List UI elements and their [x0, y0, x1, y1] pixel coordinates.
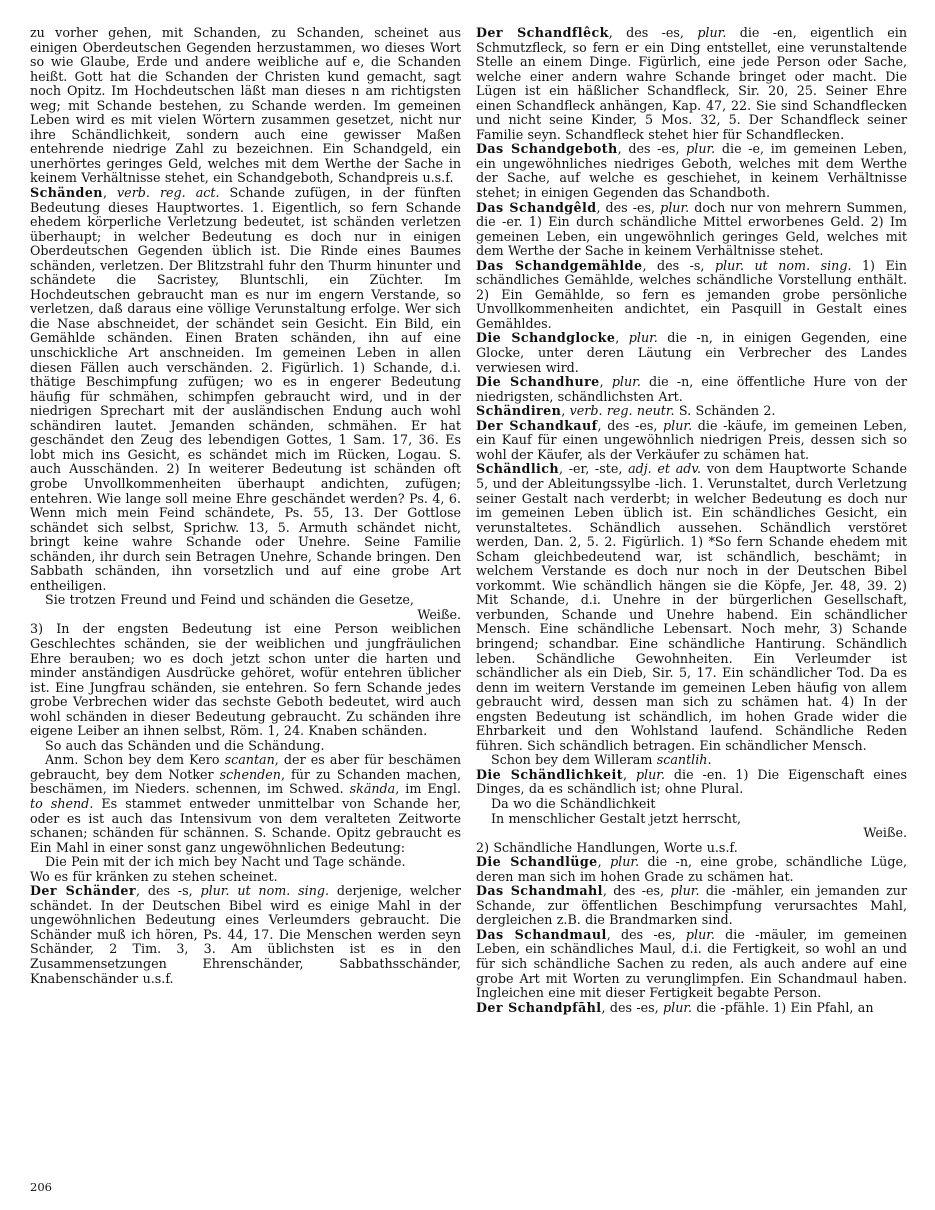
grammar-label: to shend [30, 795, 90, 811]
text-run: Anm. Schon bey dem Kero [45, 752, 225, 768]
grammar-label: plur. [663, 999, 693, 1015]
text-run: . Es stammet entweder unmittelbar von Schande her, oder es ist auch das Intensivum von dem veralteten Zeitworte schanen; schänden für schännen. S. Schande. Opitz gebraucht es Ein Mahl in einer sonst ganz ungewöhnlichen Bedeutung: [30, 795, 461, 855]
left-column [30, 26, 461, 1015]
text-run: von dem Hauptworte Schande 5, und der Ableitungssylbe -lich. 1. Verunstaltet, durch Verletzung seiner Gestalt nach verderbt; in welcher Bedeutung es doch nur im gemeinen Leben üblich ist. Ein schändliches Gesicht, ein verunstaltetes. Schändlich aussehen. Schändlich verstöret werden, Dan. 2, 5. 2. Figürlich. 1) *So fern Schande ehedem mit Scham gleichbedeutend war, ist schändlich, beschämt; in welchem Verstande es doch nur noch in der Deutschen Bibel vorkommt. Wie schändlich hängen sie die Köpfe, Jer. 48, 39. 2) Mit Schande, d.i. Unehre in der bürgerlichen Gesellschaft, verbunden, Schande und Unehre habend. Ein schändlicher Mensch. Eine schändliche Lebensart. Noch mehr, 3) Schande bringend; schandbar. Eine schändliche Hantirung. Schändlich leben. Schändliche Gewohnheiten. Ein Verleumder ist schändlicher als ein Dieb, Sir. 5, 17. Ein schändlicher Tod. Da es denn im weitern Verstande im gemeinen Leben häufig von allem gebraucht wird, dessen man sich zu schämen hat. 4) In der engsten Bedeutung ist schändlich, im hohen Grade wider die Ehrbarkeit und den Wohlstand laufend. Schändliche Reden führen. Sich schändlich betragen. Ein schändlicher Mensch. [476, 461, 907, 753]
headword: Das Schandgeboth [476, 141, 618, 157]
entry-das-schandgemaehlde [476, 259, 907, 332]
grammar-label: scantan [224, 752, 275, 768]
grammar-label: plur. [611, 374, 641, 390]
grammar-label: plur. [628, 330, 658, 346]
text-run: die -en. 1) Die Eigenschaft eines Dinges, da es schändlich ist; ohne Plural. [476, 766, 907, 797]
text-run: Weiße. [417, 606, 461, 622]
grammar-label: plur. [610, 854, 640, 870]
grammar-label: adj. et adv. [628, 461, 702, 477]
entry-die-schandhure [476, 375, 907, 404]
entry-das-schandmaul [476, 928, 907, 1001]
verse-line [30, 855, 461, 870]
text-run: die -pfähle. 1) Ein Pfahl, an [692, 999, 874, 1015]
verse-attribution [476, 826, 907, 841]
paragraph-wo-es [30, 870, 461, 885]
headword: Der Schandpfāhl [476, 999, 602, 1015]
grammar-label: plur. [686, 141, 716, 157]
headword: Schänden [30, 185, 103, 201]
paragraph-so-auch [30, 739, 461, 754]
headword: Schändiren [476, 403, 562, 419]
entry-die-schandglocke [476, 331, 907, 375]
text-run: , des -es, [596, 199, 661, 215]
text-run: , des -es, [608, 25, 698, 40]
text-run: , [597, 854, 611, 870]
grammar-label: plur. [635, 766, 665, 782]
text-run: 2) Schändliche Handlungen, Worte u.s.f. [476, 839, 738, 855]
grammar-label: plur. [697, 25, 727, 40]
text-run: , des -es, [597, 417, 664, 433]
text-run: . [707, 752, 712, 768]
entry-die-schandluege [476, 855, 907, 884]
grammar-label: plur. [663, 417, 693, 433]
text-run: doch nur von mehrern Summen, die -er. 1) Ein durch schändliche Mittel erworbenes Geld. 2) Im gemeinen Leben, ein ungewöhnlich geringes Geld, welches mit dem Werthe der Sache in keinem Verhältnisse stehet. [476, 199, 908, 259]
text-run: , des -s, [642, 257, 715, 273]
paragraph-meaning-2 [476, 841, 907, 856]
text-run: , des -es, [602, 883, 671, 899]
grammar-label: plur. [660, 199, 690, 215]
headword: Die Schandglocke [476, 330, 616, 346]
entry-die-schaendlichkeit [476, 768, 907, 797]
text-run: In menschlicher Gestalt jetzt herrscht, [491, 810, 742, 826]
text-run: die -mäuler, im gemeinen Leben, ein schändliches Maul, d.i. die Fertigkeit, so wohl an und für sich schändliche Sachen zu reden, als auch andere auf eine grobe Art mit Worten zu verunglimpfen. Ein Schandmaul haben. Ingleichen eine mit dieser Fertigkeit begabte Person. [476, 926, 908, 1001]
continuation-paragraph-schande [30, 26, 461, 186]
text-run: , für zu Schanden machen, beschämen, im Nieders. schennen, im Schwed. [30, 766, 462, 797]
text-run: die -käufe, im gemeinen Leben, ein Kauf für einen ungewöhnlich niedrigen Preis, dessen sich so wohl der Käufer, als der Verkäufer zu schämen hat. [476, 417, 907, 462]
text-run: die -n, eine öffentliche Hure von der niedrigsten, schändlichsten Art. [476, 374, 907, 404]
paragraph-willeram [476, 753, 907, 768]
text-run: So auch das Schänden und die Schändung. [45, 737, 325, 753]
text-run: Wo es für kränken zu stehen scheinet. [30, 868, 278, 884]
paragraph-meaning-3 [30, 622, 461, 738]
headword: Das Schandmaul [476, 926, 607, 942]
text-run: , [561, 403, 570, 419]
entry-das-schandgeld [476, 201, 907, 259]
page-number: 206 [30, 1180, 52, 1194]
text-run: die -e, im gemeinen Leben, ein ungewöhnliches niedriges Geboth, welches mit dem Werthe der Sache, auf welche es geschiehet, in keinem Verhältnisse stehet; in einigen Gegenden das Schandboth. [476, 141, 908, 201]
text-run: Schande zufügen, in der fünften Bedeutung dieses Hauptwortes. 1. Eigentlich, so fern Schande ehedem körperliche Verletzung bedeutet, ist schänden verletzen überhaupt; in welcher Bedeutung es doch nur in einigen Oberdeutschen Gegenden üblich ist. Die Rinde eines Baumes schänden, verletzen. Der Blitzstrahl fuhr den Thurm hinunter und schändete die Sacristey, Bluntschli, ein Züchter. Im Hochdeutschen gebraucht man es nur im engern Verstande, so verletzen, daß daraus eine völlige Verunstaltung erfolge. Wer sich die Nase abschneidet, der schändet sein Gesicht. Ein Bild, ein Gemählde schänden. Einen Braten schänden, ihn auf eine unschickliche Art anschneiden. Im gemeinen Leben in allen diesen Fällen auch verschänden. 2. Figürlich. 1) Schande, d.i. thätige Beschimpfung zufügen; wo es in engerer Bedeutung häufig für schmähen, schimpfen gebraucht wird, und in der niedrigen Sprechart mit der ausländischen Endung auch wohl schändiren lautet. Jemanden schänden, schmähen. Er hat geschändet den Zeug des lebendigen Gottes, 1 Sam. 17, 36. Es lobt mich ins Gesicht, es schändet mich im Rücken, Logau. S. auch Ausschänden. 2) In weiterer Bedeutung ist schänden oft grobe Unvollkommenheiten überhaupt andichten, zufügen; entehren. Wie lange soll meine Ehre geschändet werden? Ps. 4, 6. Wenn mich mein Feind schändete, Ps. 55, 13. Der Gottlose schändet sich selbst, Sprichw. 13, 5. Armuth schändet nicht, bringt keine wahre Schande oder Unehre. Seine Familie schänden, ihr durch sein Betragen Unehre, Schande bringen. Den Sabbath schänden, ihn vorsetzlich und auf eine grobe Art entheiligen. [30, 185, 462, 593]
text-run: , -er, -ste, [559, 461, 629, 477]
text-run: Schon bey dem Willeram [491, 752, 657, 768]
headword: Die Schandlüge [476, 854, 598, 870]
headword: Das Schandgêld [476, 199, 597, 215]
grammar-label: plur. [685, 926, 715, 942]
verse-line [476, 797, 907, 812]
text-run: Weiße. [863, 825, 907, 841]
grammar-label: plur. ut nom. sing. [200, 883, 330, 899]
entry-schaendlich [476, 462, 907, 753]
text-run: Die Pein mit der ich mich bey Nacht und Tage schände. [45, 854, 406, 870]
grammar-label: plur. [670, 883, 700, 899]
headword: Der Schandkauf [476, 417, 598, 433]
text-run: Da wo die Schändlichkeit [491, 795, 656, 811]
entry-schaenden [30, 186, 461, 593]
text-run: , des -s, [135, 883, 201, 899]
grammar-label: schenden [219, 766, 281, 782]
text-run: , des -es, [606, 926, 686, 942]
text-run: , [615, 330, 629, 346]
text-run: die -n, in einigen Gegenden, eine Glocke, unter deren Läutung ein Verbrecher des Landes verwiesen wird. [476, 330, 908, 375]
text-run: , des -es, [601, 999, 664, 1015]
grammar-label: verb. reg. act. [117, 185, 220, 201]
grammar-label: plur. ut nom. sing. [714, 257, 852, 273]
headword: Der Schandflêck [476, 25, 609, 40]
text-run: S. Schänden 2. [674, 403, 776, 419]
headword: Die Schandhure [476, 374, 600, 390]
text-run: die -en, eigentlich ein Schmutzfleck, so fern er ein Ding entstellet, eine verunstaltende Stelle an einem Dinge. Figürlich, eine jede Person oder Sache, welche einer andern wahre Schande bringet oder macht. Die Lügen ist ein häßlicher Schandfleck, Sir. 20, 25. Seiner Ehre einen Schandfleck anhängen, Kap. 47, 22. Sie sind Schandflecken und nicht seine Kinder, 5 Mos. 32, 5. Der Schandfleck seiner Familie seyn. Schandfleck stehet hier für Schandflecken. [476, 25, 907, 142]
text-run: , [622, 766, 636, 782]
entry-das-schandmahl [476, 884, 907, 928]
grammar-label: skända [349, 781, 396, 797]
text-run: , [102, 185, 118, 201]
text-run: 3) In der engsten Bedeutung ist eine Person weiblichen Geschlechtes schänden, sie der weiblichen und jungfräulichen Ehre berauben; wo es doch jetzt schon unter die harten und minder anständigen Ausdrücke gehöret, wofür entehren üblicher ist. Eine Jungfrau schänden, sie entehren. So fern Schande jedes grobe Verbrechen wider das sechste Geboth bedeutet, wird auch wohl schänden in dieser Bedeutung gebraucht. Zu schänden ihre eigene Leiber an ihnen selbst, Röm. 1, 24. Knaben schänden. [30, 621, 461, 739]
headword: Schändlich [476, 461, 560, 477]
text-run: derjenige, welcher schändet. In der Deutschen Bibel wird es einige Mahl in der ungewöhnlichen Bedeutung eines Verleumders gebraucht. Die Schänder muß ich hören, Ps. 44, 17. Die Menschen werden seyn Schänder, 2 Tim. 3, 3. Am üblichsten ist es in den Zusammensetzungen Ehrenschänder, Sabbathsschänder, Knabenschänder u.s.f. [30, 883, 461, 986]
entry-der-schaender [30, 884, 461, 986]
entry-der-schandkauf [476, 419, 907, 463]
text-run: , im Engl. [395, 781, 462, 797]
text-run: , des -es, [617, 141, 687, 157]
headword: Die Schändlichkeit [476, 766, 623, 782]
entry-schaendiren [476, 404, 907, 419]
entry-das-schandgeboth [476, 142, 907, 200]
paragraph-anmerkung [30, 753, 461, 855]
text-run: , [599, 374, 612, 390]
grammar-label: verb. reg. neutr. [569, 403, 675, 419]
right-column [476, 26, 907, 1015]
verse-line [30, 593, 461, 608]
text-run: Sie trotzen Freund und Feind und schänden die Gesetze, [45, 592, 414, 608]
text-run: zu vorher gehen, mit Schanden, zu Schanden, scheinet aus einigen Oberdeutschen Gegenden herzustammen, wo dieses Wort so wie Glaube, Erde und andere weibliche auf e, die Schanden heißt. Gott hat die Schanden der Christen kund gemacht, sagt noch Opitz. Im Hochdeutschen läßt man dieses n am richtigsten weg; mit Schande bestehen, zu Schande werden. Im gemeinen Leben wird es mit vielen Wörtern zusammen gesetzet, nicht nur ihre Schändlichkeit, sondern auch eine gewisser Maßen entehrende niedrige Zahl zu bezeichnen. Ein Schandgeld, ein unerhörtes geringes Geld, welches mit dem Werthe der Sache in keinem Verhältnisse stehet, ein Schandgeboth, Schandpreis u.s.f. [30, 25, 461, 186]
entry-der-schandfleck [476, 26, 907, 142]
headword: Das Schandgemählde [476, 257, 643, 273]
entry-der-schandpfahl [476, 1001, 907, 1016]
grammar-label: scantlih [656, 752, 708, 768]
text-run: die -n, eine grobe, schändliche Lüge, deren man sich im hohen Grade zu schämen hat. [476, 854, 907, 884]
verse-line [476, 812, 907, 827]
text-run: die -mähler, ein jemanden zur Schande, zur öffentlichen Beschimpfung verursachtes Mahl, dergleichen z.B. die Brandmarken sind. [476, 883, 908, 928]
verse-attribution [30, 608, 461, 623]
text-run: , der es aber für beschämen gebraucht, bey dem Notker [30, 752, 462, 782]
headword: Der Schänder [30, 883, 136, 899]
text-run: 1) Ein schändliches Gemählde, welches schändliche Vorstellung enthält. 2) Ein Gemählde, so fern es jemanden grobe persönliche Unvollkommenheiten andichtet, ein Pasquill in Gestalt eines Gemähldes. [476, 257, 907, 331]
headword: Das Schandmahl [476, 883, 603, 899]
